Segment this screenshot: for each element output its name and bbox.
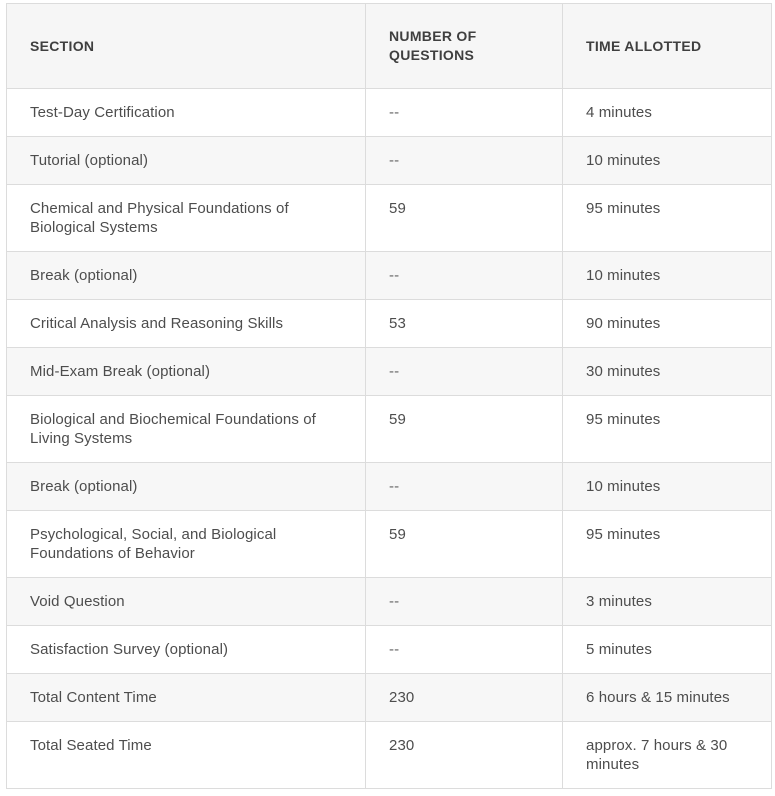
header-number-of-questions: NUMBER OF QUESTIONS <box>366 4 563 89</box>
cell-questions: 59 <box>366 185 563 252</box>
cell-section: Critical Analysis and Reasoning Skills <box>7 300 366 348</box>
table-row <box>7 578 772 626</box>
table-row <box>7 137 772 185</box>
cell-time: 6 hours & 15 minutes <box>563 674 772 722</box>
cell-time: 95 minutes <box>563 396 772 463</box>
table-row <box>7 463 772 511</box>
cell-time: 4 minutes <box>563 89 772 137</box>
cell-time: 10 minutes <box>563 463 772 511</box>
cell-questions: -- <box>366 463 563 511</box>
cell-time: 3 minutes <box>563 578 772 626</box>
cell-section: Tutorial (optional) <box>7 137 366 185</box>
table-row <box>7 348 772 396</box>
header-section: SECTION <box>7 4 366 89</box>
table-row <box>7 396 772 463</box>
header-row <box>7 4 772 89</box>
cell-questions: 59 <box>366 396 563 463</box>
cell-questions: 53 <box>366 300 563 348</box>
cell-time: 95 minutes <box>563 511 772 578</box>
cell-questions: -- <box>366 626 563 674</box>
cell-time: 90 minutes <box>563 300 772 348</box>
cell-section: Total Content Time <box>7 674 366 722</box>
cell-questions: 230 <box>366 722 563 789</box>
cell-time: 10 minutes <box>563 137 772 185</box>
cell-section: Chemical and Physical Foundations of Biological Systems <box>7 185 366 252</box>
cell-questions: 59 <box>366 511 563 578</box>
cell-section: Biological and Biochemical Foundations of Living Systems <box>7 396 366 463</box>
cell-questions: 230 <box>366 674 563 722</box>
cell-time: 10 minutes <box>563 252 772 300</box>
cell-section: Break (optional) <box>7 252 366 300</box>
cell-questions: -- <box>366 89 563 137</box>
table-row <box>7 300 772 348</box>
cell-questions: -- <box>366 348 563 396</box>
exam-schedule-table-container <box>6 3 771 789</box>
cell-section: Test-Day Certification <box>7 89 366 137</box>
table-row <box>7 674 772 722</box>
table-row <box>7 626 772 674</box>
cell-time: 95 minutes <box>563 185 772 252</box>
table-header <box>7 4 772 89</box>
cell-section: Psychological, Social, and Biological Foundations of Behavior <box>7 511 366 578</box>
table-row <box>7 252 772 300</box>
table-row <box>7 185 772 252</box>
table-row <box>7 511 772 578</box>
header-time-allotted: TIME ALLOTTED <box>563 4 772 89</box>
exam-schedule-table <box>6 3 772 789</box>
cell-time: approx. 7 hours & 30 minutes <box>563 722 772 789</box>
cell-time: 30 minutes <box>563 348 772 396</box>
cell-questions: -- <box>366 137 563 185</box>
table-row <box>7 89 772 137</box>
table-row <box>7 722 772 789</box>
cell-section: Total Seated Time <box>7 722 366 789</box>
cell-section: Void Question <box>7 578 366 626</box>
cell-section: Satisfaction Survey (optional) <box>7 626 366 674</box>
cell-questions: -- <box>366 252 563 300</box>
cell-section: Mid-Exam Break (optional) <box>7 348 366 396</box>
cell-section: Break (optional) <box>7 463 366 511</box>
cell-time: 5 minutes <box>563 626 772 674</box>
cell-questions: -- <box>366 578 563 626</box>
table-body <box>7 89 772 789</box>
